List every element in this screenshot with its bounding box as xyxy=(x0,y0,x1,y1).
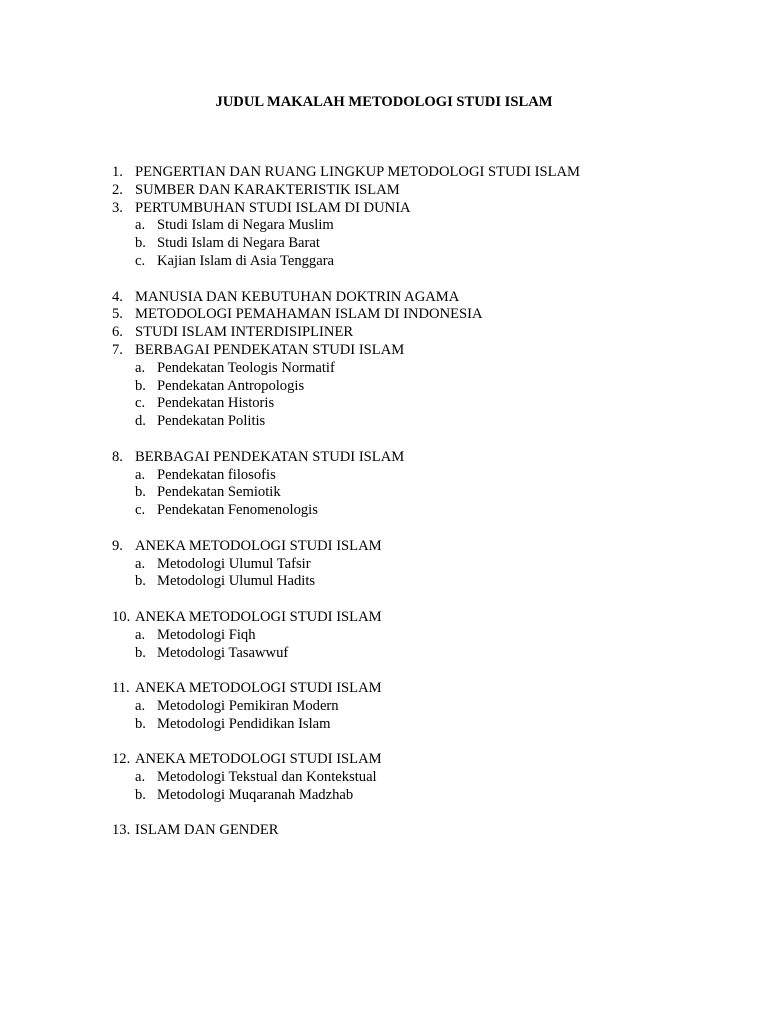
item-number: 9. xyxy=(112,537,123,554)
section-spacer xyxy=(0,591,768,609)
outline-subitem xyxy=(0,698,768,716)
item-heading: SUMBER DAN KARAKTERISTIK ISLAM xyxy=(135,181,400,198)
outline-item xyxy=(0,342,768,360)
subitem-letter: c. xyxy=(135,395,146,412)
item-number: 8. xyxy=(112,448,123,465)
subitem-text: Metodologi Ulumul Hadits xyxy=(157,573,316,590)
outline-section xyxy=(0,680,768,733)
subitem-letter: b. xyxy=(135,786,146,803)
subitem-letter: c. xyxy=(135,252,146,269)
outline-subitem xyxy=(0,716,768,734)
outline-item xyxy=(0,306,768,324)
subitem-text: Metodologi Pendidikan Islam xyxy=(157,715,331,732)
subitem-text: Studi Islam di Negara Muslim xyxy=(157,217,334,234)
outline-item xyxy=(0,609,768,627)
subitem-letter: b. xyxy=(135,715,146,732)
outline-item xyxy=(0,538,768,556)
outline-section xyxy=(0,822,768,840)
item-number: 10. xyxy=(112,608,131,625)
subitem-text: Metodologi Pemikiran Modern xyxy=(157,697,339,714)
outline-item xyxy=(0,200,768,218)
subitem-text: Kajian Islam di Asia Tenggara xyxy=(157,252,335,269)
outline-item xyxy=(0,680,768,698)
subitem-letter: a. xyxy=(135,769,146,786)
outline-item xyxy=(0,449,768,467)
item-heading: ANEKA METODOLOGI STUDI ISLAM xyxy=(135,751,382,768)
subitem-letter: a. xyxy=(135,217,146,234)
outline-section xyxy=(0,164,768,271)
subitem-letter: c. xyxy=(135,502,146,519)
item-number: 2. xyxy=(112,181,123,198)
subitem-letter: a. xyxy=(135,697,146,714)
outline-section xyxy=(0,289,768,431)
item-number: 3. xyxy=(112,199,123,216)
subitem-text: Pendekatan Politis xyxy=(157,413,266,430)
item-heading: BERBAGAI PENDEKATAN STUDI ISLAM xyxy=(135,448,405,465)
outline-subitem xyxy=(0,627,768,645)
outline-subitem xyxy=(0,556,768,574)
item-heading: ISLAM DAN GENDER xyxy=(135,822,279,839)
subitem-letter: d. xyxy=(135,413,146,430)
item-heading: ANEKA METODOLOGI STUDI ISLAM xyxy=(135,608,382,625)
section-spacer xyxy=(0,271,768,289)
subitem-text: Metodologi Ulumul Tafsir xyxy=(157,555,311,572)
item-number: 4. xyxy=(112,288,123,305)
outline-section xyxy=(0,538,768,591)
outline-section xyxy=(0,449,768,520)
subitem-letter: a. xyxy=(135,626,146,643)
subitem-letter: b. xyxy=(135,644,146,661)
item-number: 12. xyxy=(112,751,131,768)
section-spacer xyxy=(0,805,768,823)
outline-item xyxy=(0,324,768,342)
outline-subitem xyxy=(0,395,768,413)
item-number: 6. xyxy=(112,324,123,341)
outline-subitem xyxy=(0,467,768,485)
section-spacer xyxy=(0,520,768,538)
subitem-letter: b. xyxy=(135,573,146,590)
outline-item xyxy=(0,751,768,769)
outline-subitem xyxy=(0,378,768,396)
subitem-letter: b. xyxy=(135,235,146,252)
subitem-text: Pendekatan Teologis Normatif xyxy=(157,359,335,376)
item-number: 5. xyxy=(112,306,123,323)
outline-subitem xyxy=(0,217,768,235)
outline-item xyxy=(0,822,768,840)
outline-section xyxy=(0,751,768,804)
outline-subitem xyxy=(0,645,768,663)
item-heading: ANEKA METODOLOGI STUDI ISLAM xyxy=(135,680,382,697)
outline-item xyxy=(0,289,768,307)
item-heading: MANUSIA DAN KEBUTUHAN DOKTRIN AGAMA xyxy=(135,288,460,305)
item-number: 7. xyxy=(112,341,123,358)
outline-subitem xyxy=(0,769,768,787)
outline-subitem xyxy=(0,484,768,502)
subitem-text: Pendekatan Semiotik xyxy=(157,484,281,501)
section-spacer xyxy=(0,734,768,752)
item-heading: PERTUMBUHAN STUDI ISLAM DI DUNIA xyxy=(135,199,411,216)
subitem-text: Metodologi Tasawwuf xyxy=(157,644,289,661)
subitem-letter: b. xyxy=(135,377,146,394)
subitem-letter: a. xyxy=(135,359,146,376)
outline-subitem xyxy=(0,360,768,378)
section-spacer xyxy=(0,431,768,449)
item-number: 1. xyxy=(112,164,123,180)
subitem-text: Metodologi Muqaranah Madzhab xyxy=(157,786,354,803)
outline-subitem xyxy=(0,253,768,271)
item-heading: ANEKA METODOLOGI STUDI ISLAM xyxy=(135,537,382,554)
outline-item xyxy=(0,182,768,200)
subitem-text: Metodologi Fiqh xyxy=(157,626,256,643)
subitem-letter: a. xyxy=(135,466,146,483)
outline-subitem xyxy=(0,573,768,591)
outline-item xyxy=(0,164,768,182)
subitem-text: Metodologi Tekstual dan Kontekstual xyxy=(157,769,377,786)
topic-outline xyxy=(0,164,768,840)
subitem-text: Studi Islam di Negara Barat xyxy=(157,235,320,252)
outline-subitem xyxy=(0,502,768,520)
outline-subitem xyxy=(0,787,768,805)
subitem-text: Pendekatan Fenomenologis xyxy=(157,502,318,519)
outline-section xyxy=(0,609,768,662)
item-heading: PENGERTIAN DAN RUANG LINGKUP METODOLOGI STUDI ISLAM xyxy=(135,164,581,180)
section-spacer xyxy=(0,662,768,680)
item-number: 13. xyxy=(112,822,131,839)
subitem-text: Pendekatan Antropologis xyxy=(157,377,305,394)
subitem-letter: b. xyxy=(135,484,146,501)
subitem-text: Pendekatan Historis xyxy=(157,395,275,412)
subitem-text: Pendekatan filosofis xyxy=(157,466,276,483)
outline-subitem xyxy=(0,235,768,253)
item-heading: METODOLOGI PEMAHAMAN ISLAM DI INDONESIA xyxy=(135,306,483,323)
document-title: JUDUL MAKALAH METODOLOGI STUDI ISLAM xyxy=(215,94,553,110)
item-number: 11. xyxy=(112,680,130,697)
item-heading: BERBAGAI PENDEKATAN STUDI ISLAM xyxy=(135,341,405,358)
outline-subitem xyxy=(0,413,768,431)
subitem-letter: a. xyxy=(135,555,146,572)
item-heading: STUDI ISLAM INTERDISIPLINER xyxy=(135,324,354,341)
